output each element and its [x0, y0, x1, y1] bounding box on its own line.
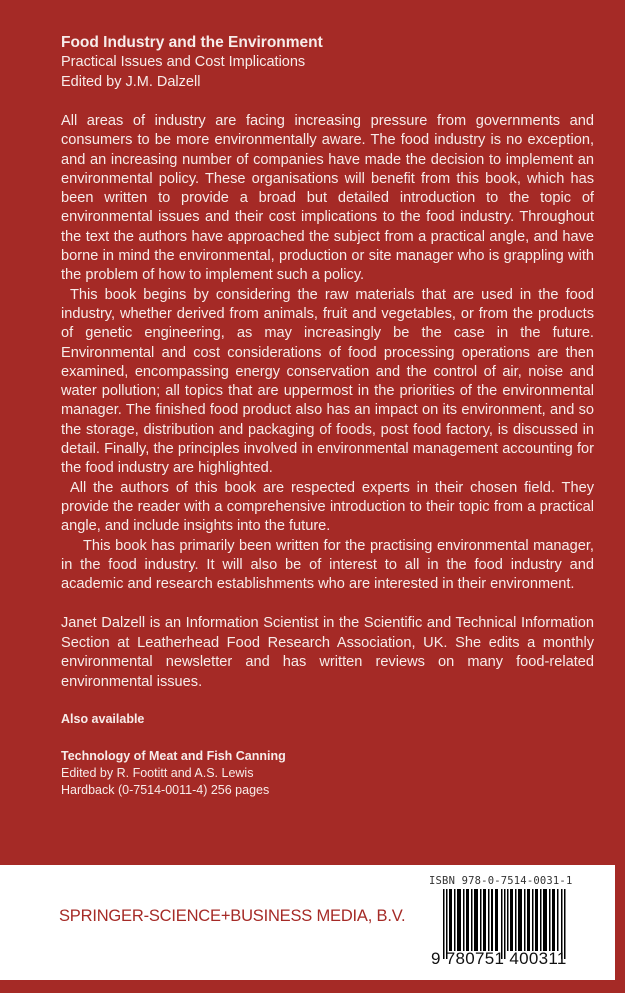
description-paragraph: This book begins by considering the raw materials that are used in the food industry, whether derived from animals, fruit and vegetables, or from the products of genetic engineering, as may increasingly be the case in the future. Environmental and cost considerations of food processing operations are then examined, encompassing energy conservation and the control of air, noise and water pollution; all topics that are uppermost in the priorities of the environmental manager. The finished food product also has an impact on its environment, and so the storage, distribution and packaging of foods, post food factory, is discussed in detail. Finally, the principles involved in environmental management accounting for the food industry are highlighted. [61, 286, 594, 477]
related-book-editors: Edited by R. Footitt and A.S. Lewis [61, 766, 254, 781]
editor-bio: Janet Dalzell is an Information Scientist in the Scientific and Technical Information Section at Leatherhead Food Research Association, UK. She edits a monthly environmental newsletter and has written reviews on many food-related environmental issues. [61, 615, 594, 690]
description-paragraph: All the authors of this book are respected experts in their chosen field. They provide the reader with a comprehensive introduction to their topic from a practical angle, and include insights into the future. [61, 479, 594, 535]
description [61, 112, 594, 594]
description-paragraph: All areas of industry are facing increasing pressure from governments and consumers to be more environmentally aware. The food industry is no exception, and an increasing number of companies have made the decision to implement an environmental policy. These organisations will benefit from this book, which has been written to provide a broad but detailed introduction to the topic of environmental issues and their cost implications to the food industry. Throughout the text the authors have approached the subject from a practical angle, and have borne in mind the environmental, production or site manager who is grappling with the problem of how to implement such a policy. [61, 113, 594, 284]
book-editor: Edited by J.M. Dalzell [61, 74, 201, 90]
back-cover-content [61, 33, 594, 799]
barcode-digits: 9 780751 400311 [431, 949, 567, 968]
related-book-title: Technology of Meat and Fish Canning [61, 749, 286, 764]
barcode [428, 875, 588, 975]
publisher-name: SPRINGER-SCIENCE+BUSINESS MEDIA, B.V. [59, 907, 406, 925]
book-title: Food Industry and the Environment [61, 34, 323, 51]
footer-panel [0, 865, 615, 980]
related-book [61, 748, 594, 799]
book-subtitle: Practical Issues and Cost Implications [61, 54, 306, 70]
also-available-heading: Also available [61, 712, 145, 727]
description-paragraph: This book has primarily been written for the practising environmental manager, in the food industry. It will also be of interest to all in the food industry and academic and research establishments who are interested in their environment. [61, 537, 594, 593]
isbn-label: ISBN 978-0-7514-0031-1 [429, 875, 573, 887]
related-book-format: Hardback (0-7514-0011-4) 256 pages [61, 783, 270, 798]
